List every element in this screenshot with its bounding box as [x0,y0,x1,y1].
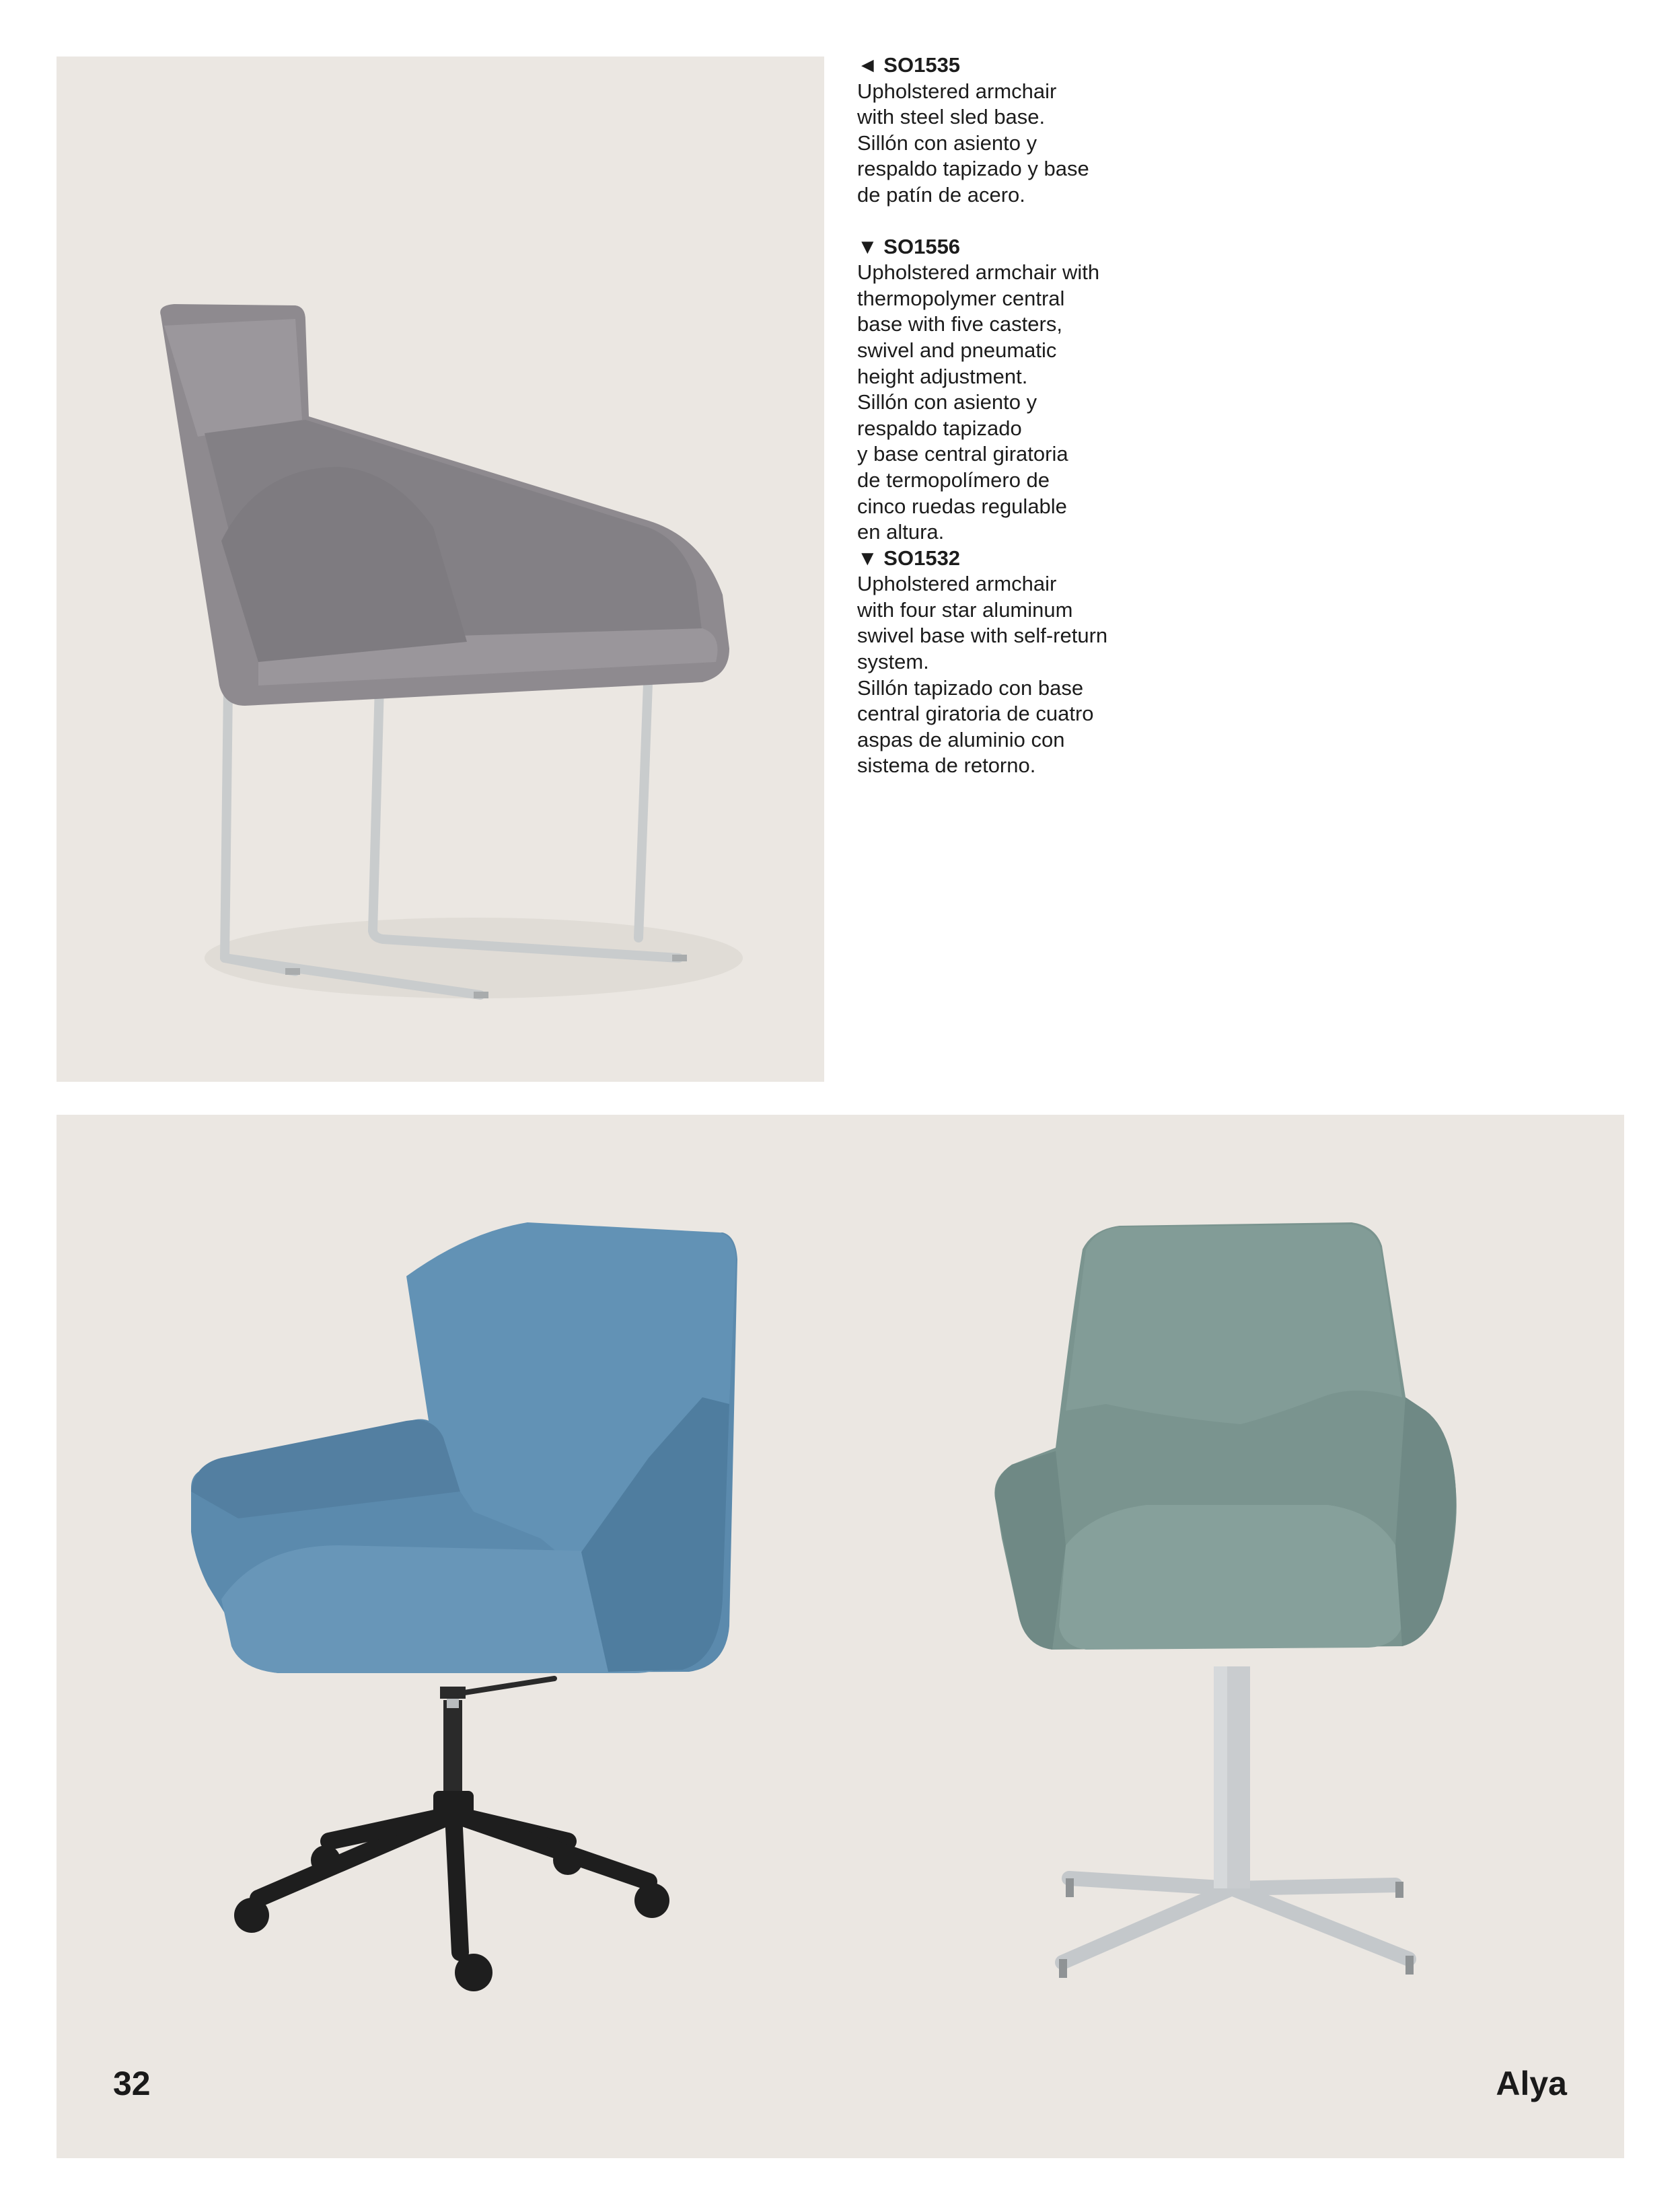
product-description-line: thermopolymer central [857,286,1065,310]
product-description-line: en altura. [857,520,945,544]
product-description-line: with steel sled base. [857,105,1046,129]
product-description-line: swivel and pneumatic [857,338,1057,362]
product-descriptions [857,52,1167,779]
product-entry-so1535 [857,52,1167,209]
product-description-line: de patín de acero. [857,182,1025,207]
product-description-line: Upholstered armchair [857,572,1057,596]
product-description-line: Sillón con asiento y [857,131,1037,155]
product-entry-so1532 [857,546,1167,779]
product-code: ▼ SO1556 [857,234,961,258]
product-description-line: swivel base with self-return [857,624,1108,648]
product-description-line: cinco ruedas regulable [857,494,1067,518]
blue-and-green-armchairs-image [57,1115,1624,2158]
product-description-line: Upholstered armchair [857,79,1057,103]
green-star-base-armchair [994,1222,1457,1978]
product-description-line: Sillón con asiento y [857,390,1037,414]
product-description-line: aspas de aluminio con [857,727,1065,751]
photo-so1535 [57,57,824,1082]
product-code: ◄ SO1535 [857,53,961,77]
grey-sled-armchair-image [57,57,824,1082]
product-description-line: system. [857,650,929,674]
product-description-line: respaldo tapizado [857,416,1022,440]
page-number: 32 [113,2065,151,2102]
product-description-line: y base central giratoria [857,442,1068,466]
product-description-line: height adjustment. [857,364,1028,388]
collection-name: Alya [1496,2065,1567,2102]
photo-so1556-so1532 [57,1115,1624,2158]
product-description-line: with four star aluminum [857,597,1073,622]
product-description-line: base with five casters, [857,312,1062,336]
product-description-line: de termopolímero de [857,468,1050,492]
blue-caster-armchair [191,1222,737,1991]
product-description-line: respaldo tapizado y base [857,157,1089,181]
product-description-line: sistema de retorno. [857,753,1036,778]
product-code: ▼ SO1532 [857,546,961,570]
product-entry-so1556 [857,234,1167,546]
product-description-line: central giratoria de cuatro [857,702,1094,726]
product-description-line: Upholstered armchair with [857,260,1100,285]
product-description-line: Sillón tapizado con base [857,675,1084,700]
